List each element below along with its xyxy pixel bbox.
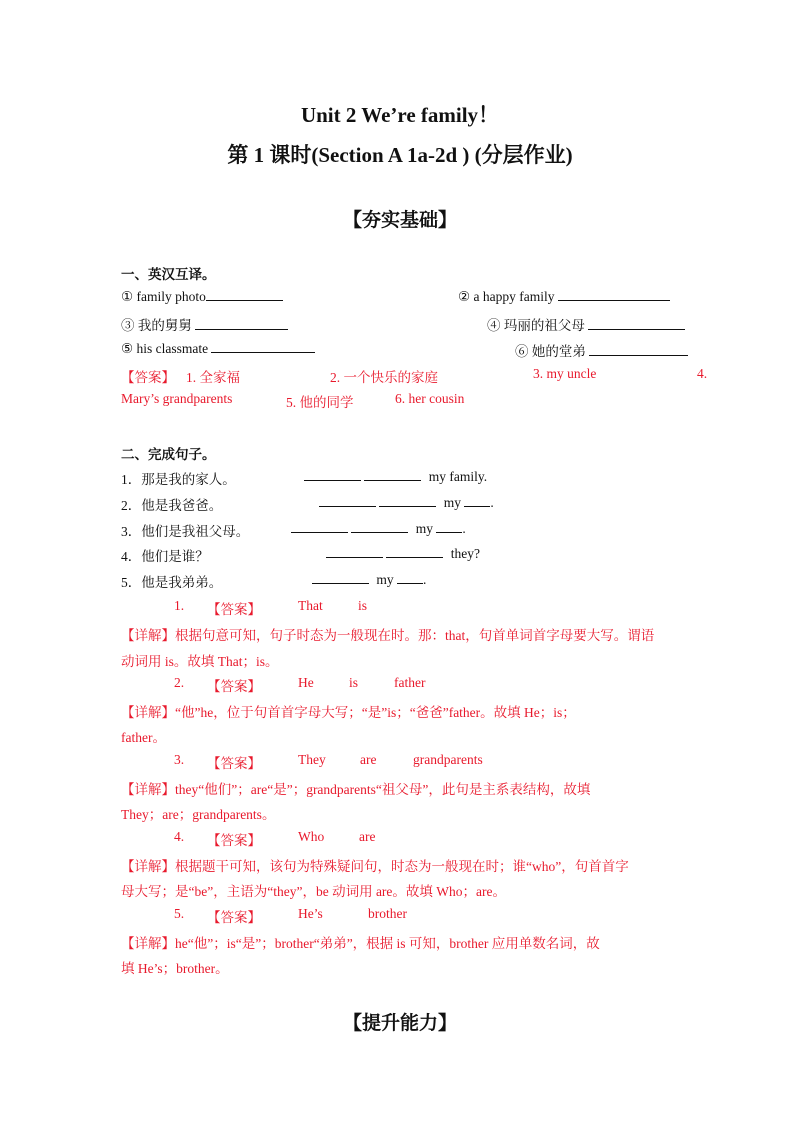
answer-5-word-1: He’s bbox=[298, 906, 323, 921]
question-1-cn: 1．那是我的家人。 bbox=[121, 472, 236, 487]
banner-advance: 【提升能力】 bbox=[342, 1013, 457, 1034]
answer-blank[interactable] bbox=[206, 288, 283, 301]
answer-2-word-2: is bbox=[349, 675, 359, 690]
explanation-2-line-1: 【详解】“他”he，位于句首首字母大写；“是”is；“爸爸”father。故填 He；is； bbox=[121, 705, 576, 720]
part2-heading: 二、完成句子。 bbox=[121, 447, 216, 462]
answer-blank[interactable] bbox=[195, 317, 288, 330]
item-mark: ③ bbox=[121, 318, 135, 333]
part1-answer-1: 1. 全家福 bbox=[186, 370, 240, 385]
question-tail: my bbox=[376, 572, 394, 587]
item-mark: ④ bbox=[487, 318, 501, 333]
answer-5-tag: 【答案】 bbox=[207, 910, 261, 925]
explanation-1-line-2: 动词用 is。故填 That；is。 bbox=[121, 654, 279, 669]
answer-blank[interactable] bbox=[464, 494, 490, 507]
answer-3-word-1: They bbox=[298, 752, 326, 767]
question-2-blanks: my . bbox=[319, 494, 494, 511]
part1-answer-6: 6. her cousin bbox=[395, 391, 465, 406]
explanation-4-line-1: 【详解】根据题干可知，该句为特殊疑问句，时态为一般现在时；谁“who”，句首首字 bbox=[121, 859, 629, 874]
part1-item-3 bbox=[121, 314, 288, 334]
answer-3-word-2: are bbox=[360, 752, 377, 767]
question-2-cn: 2．他是我爸爸。 bbox=[121, 498, 223, 513]
answer-blank[interactable] bbox=[304, 468, 361, 481]
answer-3-word-3: grandparents bbox=[413, 752, 483, 767]
part1-item-5 bbox=[121, 340, 315, 357]
answer-blank[interactable] bbox=[588, 317, 685, 330]
item-mark: ⑥ bbox=[515, 344, 529, 359]
part1-answer-tag: 【答案】 bbox=[121, 370, 175, 385]
question-3-cn: 3．他们是我祖父母。 bbox=[121, 524, 250, 539]
item-mark: ② bbox=[458, 289, 471, 304]
question-5-cn: 5．他是我弟弟。 bbox=[121, 575, 223, 590]
answer-blank[interactable] bbox=[351, 520, 408, 533]
answer-1-tag: 【答案】 bbox=[207, 602, 261, 617]
question-tail: my bbox=[443, 495, 462, 510]
answer-4-word-1: Who bbox=[298, 829, 325, 844]
question-4-cn: 4．他们是谁？ bbox=[121, 549, 209, 564]
answer-1-num: 1. bbox=[174, 598, 185, 613]
part1-answer-4-num: 4. bbox=[697, 366, 708, 381]
part1-heading: 一、英汉互译。 bbox=[121, 267, 216, 282]
answer-blank[interactable] bbox=[379, 494, 436, 507]
answer-5-word-2: brother bbox=[368, 906, 407, 921]
explanation-2-line-2: father。 bbox=[121, 730, 166, 745]
answer-4-word-2: are bbox=[359, 829, 376, 844]
answer-blank[interactable] bbox=[319, 494, 376, 507]
answer-2-num: 2. bbox=[174, 675, 185, 690]
explanation-1-line-1: 【详解】根据句意可知，句子时态为一般现在时。那：that，句首单词首字母要大写。谓语 bbox=[121, 628, 655, 643]
answer-2-word-3: father bbox=[394, 675, 426, 690]
part1-answer-4-text: Mary’s grandparents bbox=[121, 391, 233, 406]
part1-answer-5: 5. 他的同学 bbox=[286, 395, 354, 410]
item-text: a happy family bbox=[473, 289, 555, 304]
answer-blank[interactable] bbox=[364, 468, 421, 481]
item-text: 玛丽的祖父母 bbox=[503, 318, 585, 333]
explanation-3-line-1: 【详解】they“他们”；are“是”；grandparents“祖父母”，此句是主系表结构，故填 bbox=[121, 782, 591, 797]
question-1-blanks bbox=[304, 468, 487, 485]
page-subtitle: 第 1 课时(Section A 1a-2d ) (分层作业) bbox=[227, 143, 573, 167]
answer-blank[interactable] bbox=[558, 288, 670, 301]
question-5-blanks: my . bbox=[312, 571, 426, 588]
item-mark: ⑤ bbox=[121, 341, 134, 356]
question-3-blanks: my . bbox=[291, 520, 466, 537]
question-4-blanks bbox=[326, 545, 480, 562]
answer-1-word-2: is bbox=[358, 598, 368, 613]
explanation-5-line-2: 填 He’s；brother。 bbox=[121, 961, 229, 976]
answer-2-word-1: He bbox=[298, 675, 314, 690]
answer-blank[interactable] bbox=[326, 545, 383, 558]
answer-3-tag: 【答案】 bbox=[207, 756, 261, 771]
explanation-4-line-2: 母大写；是“be”，主语为“they”，be 动词用 are。故填 Who；are。 bbox=[121, 884, 507, 899]
answer-blank[interactable] bbox=[589, 343, 688, 356]
part1-item-6 bbox=[515, 340, 688, 360]
answer-blank[interactable] bbox=[211, 340, 315, 353]
answer-3-num: 3. bbox=[174, 752, 185, 767]
part1-item-1 bbox=[121, 288, 283, 305]
answer-1-word-1: That bbox=[298, 598, 323, 613]
question-tail: my bbox=[415, 521, 434, 536]
answer-5-num: 5. bbox=[174, 906, 185, 921]
answer-blank[interactable] bbox=[397, 571, 423, 584]
part1-answer-2: 2. 一个快乐的家庭 bbox=[330, 370, 438, 385]
answer-4-tag: 【答案】 bbox=[207, 833, 261, 848]
part1-answer-3: 3. my uncle bbox=[533, 366, 597, 381]
item-text: family photo bbox=[136, 289, 206, 304]
explanation-3-line-2: They；are；grandparents。 bbox=[121, 807, 276, 822]
answer-blank[interactable] bbox=[386, 545, 443, 558]
item-text: 她的堂弟 bbox=[531, 344, 586, 359]
answer-4-num: 4. bbox=[174, 829, 185, 844]
answer-2-tag: 【答案】 bbox=[207, 679, 261, 694]
item-text: his classmate bbox=[136, 341, 209, 356]
banner-basic: 【夯实基础】 bbox=[342, 210, 457, 231]
page-title: Unit 2 We’re family！ bbox=[300, 103, 500, 127]
answer-blank[interactable] bbox=[436, 520, 462, 533]
explanation-5-line-1: 【详解】he“他”；is“是”；brother“弟弟”，根据 is 可知，brother 应用单数名词，故 bbox=[121, 936, 600, 951]
item-mark: ① bbox=[121, 289, 134, 304]
part1-item-2 bbox=[458, 288, 670, 305]
question-tail: my family. bbox=[428, 469, 488, 484]
part1-item-4 bbox=[487, 314, 685, 334]
item-text: 我的舅舅 bbox=[137, 318, 192, 333]
answer-blank[interactable] bbox=[291, 520, 348, 533]
answer-blank[interactable] bbox=[312, 571, 369, 584]
question-tail: they? bbox=[450, 546, 480, 561]
